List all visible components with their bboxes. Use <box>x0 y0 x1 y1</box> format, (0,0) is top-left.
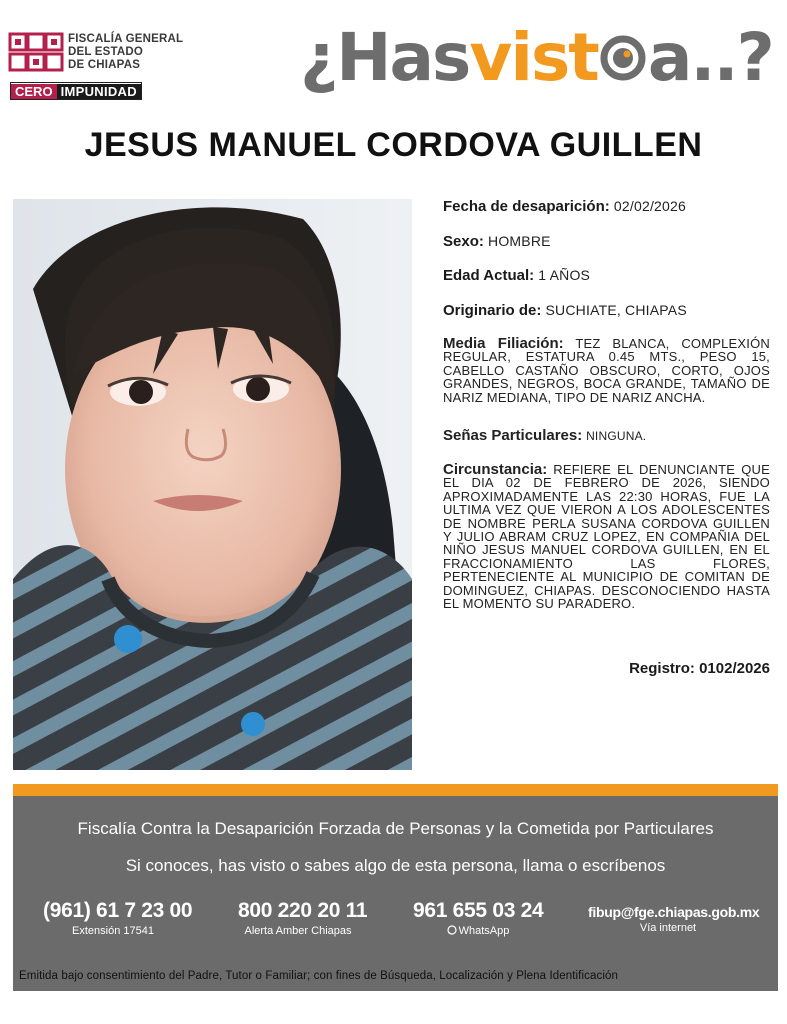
brand-part-2: vist <box>469 19 598 96</box>
originario-label: Originario de: <box>443 302 542 319</box>
contact-phone-ext: Extensión 17541 <box>72 925 154 937</box>
senas-particulares <box>443 429 770 443</box>
eye-icon <box>598 34 648 82</box>
contact-phone-fiscalia[interactable] <box>43 899 193 937</box>
media-filiacion <box>443 337 770 404</box>
brand-part-1: ¿Has <box>300 19 470 96</box>
whatsapp-sub <box>413 925 543 937</box>
email-sub: Vía internet <box>639 922 697 934</box>
senas-value: NINGUNA. <box>586 429 647 443</box>
fiscalia-unit-name: Fiscalía Contra la Desaparición Forzada de Personas y la Cometida por Particulares <box>77 819 714 838</box>
contact-footer <box>13 796 778 991</box>
sexo-value: HOMBRE <box>488 233 551 249</box>
fiscalia-name <box>68 33 183 72</box>
contact-phone-amber[interactable] <box>238 899 368 937</box>
badge-cero: CERO <box>11 84 57 99</box>
whatsapp-number[interactable]: 961 655 03 24 <box>413 899 544 922</box>
child-portrait-image <box>13 199 412 770</box>
consent-disclaimer: Emitida bajo consentimiento del Padre, Tutor o Familiar; con fines de Búsqueda, Localización y Plena Identificación <box>19 970 618 982</box>
org-line-1: FISCALÍA GENERAL <box>68 33 184 45</box>
org-line-2: DEL ESTADO <box>68 46 144 58</box>
org-line-3: DE CHIAPAS <box>68 59 141 71</box>
amber-phone-number[interactable]: 800 220 20 11 <box>238 899 368 922</box>
edad-actual <box>443 266 590 285</box>
contact-phone-number[interactable]: (961) 61 7 23 00 <box>43 899 193 922</box>
whatsapp-label: WhatsApp <box>458 925 510 937</box>
fiscalia-emblem-icon <box>8 32 64 72</box>
senas-label: Señas Particulares: <box>443 427 583 444</box>
fecha-label: Fecha de desaparición: <box>443 198 610 215</box>
edad-value: 1 AÑOS <box>538 267 591 283</box>
brand-part-3: a..? <box>647 19 773 96</box>
registro-number: Registro: 0102/2026 <box>629 660 770 677</box>
originario <box>443 301 687 320</box>
email-address[interactable]: fibup@fge.chiapas.gob.mx <box>588 904 760 920</box>
originario-value: SUCHIATE, CHIAPAS <box>545 302 687 318</box>
filiacion-label: Media Filiación: <box>443 335 564 352</box>
cero-impunidad-badge <box>10 82 142 100</box>
orange-divider <box>13 784 778 796</box>
fecha-value: 02/02/2026 <box>613 198 686 214</box>
circunstancia-value: REFIERE EL DENUNCIANTE QUE EL DIA 02 DE FEBRERO DE 2026, SIENDO APROXIMADAMENTE LAS 22:30 HORAS, FUE LA ULTIMA VEZ QUE VIERON A LOS ADOLESCENTES DE NOMBRE PERLA SUSANA CORDOVA GUILLEN Y JULIO ABRAM CRUZ LOPEZ, EN COMPAÑIA DEL NIÑO JESUS MANUEL CORDOVA GUILLEN, EN EL FRACCIONAMIENTO LAS FLORES, PERTENECIENTE AL MUNICIPIO DE COMITAN DE DOMINGUEZ, CHIAPAS. DESCONOCIENDO HASTA EL MOMENTO SU PARADERO. <box>443 462 770 612</box>
has-visto-brand <box>300 18 780 98</box>
contact-email[interactable] <box>588 904 760 934</box>
person-photo <box>13 199 412 770</box>
person-name: JESUS MANUEL CORDOVA GUILLEN <box>84 126 703 164</box>
call-to-action: Si conoces, has visto o sabes algo de esta persona, llama o escríbenos <box>125 856 666 875</box>
edad-label: Edad Actual: <box>443 267 535 284</box>
fiscalia-logo <box>8 30 188 102</box>
badge-impunidad: IMPUNIDAD <box>57 84 141 99</box>
filiacion-value: TEZ BLANCA, COMPLEXIÓN REGULAR, ESTATURA 0.45 MTS., PESO 15, CABELLO CASTAÑO OBSCURO, CORTO, OJOS GRANDES, NEGROS, BOCA GRANDE, TAMAÑO DE NARIZ MEDIANA, TIPO DE NARIZ ANCHA. <box>443 336 771 405</box>
amber-label: Alerta Amber Chiapas <box>244 925 352 937</box>
fecha-desaparicion <box>443 197 686 216</box>
whatsapp-icon <box>447 925 457 935</box>
contact-whatsapp[interactable] <box>413 899 543 937</box>
sexo <box>443 232 551 251</box>
circunstancia <box>443 463 770 610</box>
sexo-label: Sexo: <box>443 233 484 250</box>
circunstancia-label: Circunstancia: <box>443 461 548 478</box>
